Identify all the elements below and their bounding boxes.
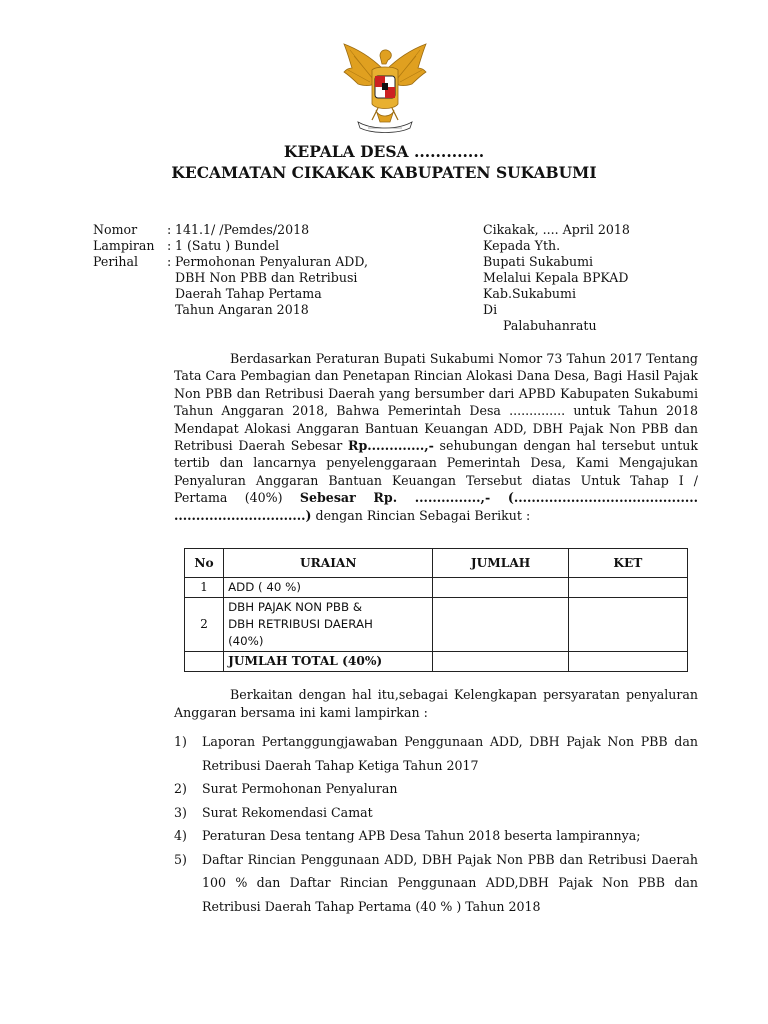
row-ket [568, 578, 687, 598]
row-no [185, 652, 224, 672]
separator: : [167, 254, 172, 269]
uraian-line: DBH RETRIBUSI DAERAH [228, 617, 373, 631]
recipient-block [483, 222, 683, 334]
recipient-line: Kab.Sukabumi [483, 286, 577, 301]
para1-text: dengan Rincian Sebagai Berikut : [311, 507, 531, 523]
table-row [185, 578, 688, 598]
perihal-line: Permohonan Penyaluran ADD, [175, 254, 369, 269]
document-title-line2: KECAMATAN CIKAKAK KABUPATEN SUKABUMI [171, 163, 597, 182]
perihal-line: Daerah Tahap Pertama [175, 286, 322, 301]
document-title-line1: KEPALA DESA ............. [283, 142, 485, 161]
recipient-line: Bupati Sukabumi [483, 254, 594, 269]
list-text: Daftar Rincian Penggunaan ADD, DBH Pajak Non PBB dan Retribusi Daerah 100 % dan Daftar Rincian Penggunaan ADD,DBH Pajak Non PBB dan Retribusi Daerah Tahap Pertama (40 % ) Tahun 2018 [202, 851, 698, 914]
list-item [174, 730, 698, 777]
row-uraian [224, 598, 433, 652]
lampiran-label: Lampiran [93, 238, 155, 253]
table-row [185, 598, 688, 652]
nomor-row [93, 222, 393, 238]
row-ket [568, 598, 687, 652]
total-label: JUMLAH TOTAL (40%) [224, 652, 433, 672]
garuda-pancasila-emblem-icon [338, 40, 432, 136]
perihal-line: DBH Non PBB dan Retribusi [175, 270, 358, 285]
list-item [174, 777, 698, 801]
list-number: 1) [174, 734, 187, 749]
table-header: URAIAN [224, 549, 433, 578]
list-item [174, 801, 698, 825]
para1-amount: Rp.............,- [348, 438, 434, 454]
nomor-label: Nomor [93, 222, 138, 237]
para1-text: Berdasarkan Peraturan Bupati Sukabumi Nomor 73 Tahun 2017 Tentang Tata Cara Pembagian dan Penetapan Rincian Alokasi Dana Desa, Bagi Hasil Pajak Non PBB dan Retribusi Daerah yang bersumber dari APBD Kabupaten Sukabumi Tahun Anggaran 2018, Bahwa Pemerintah Desa .............. untuk Tahun 2018 Mendapat Alokasi Anggaran Bantuan Keuangan ADD, DBH Pajak Non PBB dan Retribusi Daerah Sebesar [174, 351, 698, 454]
perihal-row [93, 254, 393, 270]
list-number: 3) [174, 804, 187, 820]
separator: : [167, 238, 172, 253]
body-paragraph-2: Berkaitan dengan hal itu,sebagai Kelengkapan persyaratan penyaluran Anggaran bersama ini kami lampirkan : [174, 687, 698, 720]
perihal-line: Tahun Angaran 2018 [175, 302, 309, 317]
uraian-line: DBH PAJAK NON PBB & [228, 600, 363, 614]
row-jumlah [433, 598, 568, 652]
lampiran-value: 1 (Satu ) Bundel [175, 238, 280, 253]
row-uraian: ADD ( 40 %) [224, 578, 433, 598]
attachments-list [174, 730, 698, 918]
table-header: KET [568, 549, 687, 578]
list-number: 5) [174, 851, 187, 867]
list-item [174, 848, 698, 919]
table-header: No [185, 549, 224, 578]
list-item [174, 824, 698, 848]
recipient-place: Palabuhanratu [503, 318, 597, 333]
table-header-row [185, 549, 688, 578]
para1-amount-total: Sebesar Rp. ...............,- (.......................................... ..............................) [174, 490, 698, 523]
uraian-line: (40%) [228, 634, 264, 648]
body-paragraph-1 [174, 350, 698, 524]
row-jumlah [433, 578, 568, 598]
list-text: Laporan Pertanggungjawaban Penggunaan ADD, DBH Pajak Non PBB dan Retribusi Daerah Tahap Ketiga Tahun 2017 [202, 734, 698, 773]
letter-meta [93, 222, 393, 318]
row-no: 1 [185, 578, 224, 598]
recipient-di: Di [483, 302, 498, 317]
para1-text: sehubungan dengan hal tersebut untuk tertib dan lancarnya penyelenggaraan Pemerintah Desa, Kami Mengajukan Penyaluran Anggaran Bantuan Keuangan Tersebut diatas Untuk Tahap I / Pertama (40%) [174, 438, 698, 506]
list-text: Peraturan Desa tentang APB Desa Tahun 2018 beserta lampirannya; [202, 828, 641, 843]
total-ket [568, 652, 687, 672]
list-number: 2) [174, 781, 187, 796]
place-date: Cikakak, .... April 2018 [483, 222, 630, 237]
list-number: 4) [174, 828, 187, 843]
recipient-kepada: Kepada Yth. [483, 238, 561, 253]
rincian-table [184, 548, 688, 672]
recipient-line: Melalui Kepala BPKAD [483, 270, 629, 285]
table-header: JUMLAH [433, 549, 568, 578]
table-total-row [185, 652, 688, 672]
lampiran-row [93, 238, 393, 254]
list-text: Surat Permohonan Penyaluran [202, 781, 398, 796]
list-text: Surat Rekomendasi Camat [202, 804, 373, 820]
perihal-label: Perihal [93, 254, 139, 269]
nomor-value: 141.1/ /Pemdes/2018 [175, 222, 310, 237]
total-jumlah [433, 652, 568, 672]
separator: : [167, 222, 172, 237]
row-no: 2 [185, 598, 224, 652]
